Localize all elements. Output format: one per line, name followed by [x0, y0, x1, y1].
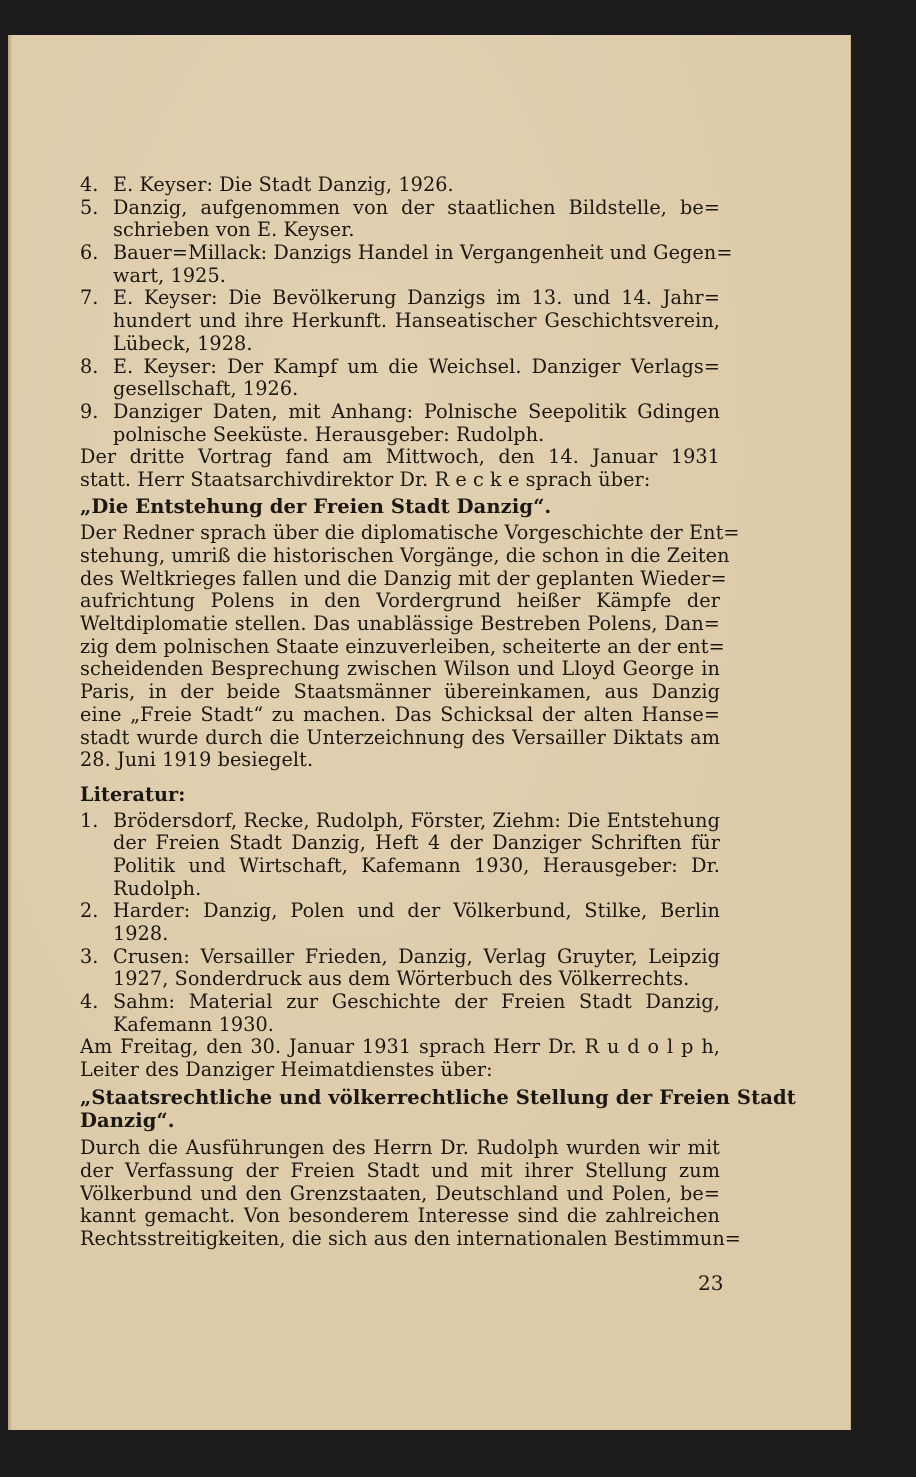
list-line: schrieben von E. Keyser.	[113, 218, 355, 242]
list-item	[80, 174, 720, 197]
list-item	[80, 241, 733, 287]
list-line: Kafemann 1930.	[113, 1012, 275, 1036]
lecture-intro-1	[80, 446, 720, 491]
list-number: 6.	[80, 241, 99, 265]
lecture-summary-1	[80, 521, 740, 772]
list-line: Danzig, aufgenommen von der staatlichen Bildstelle, be=	[113, 195, 720, 219]
heading-line: Danzig“.	[80, 1108, 175, 1132]
list-item	[80, 197, 720, 242]
list-number: 2.	[80, 899, 99, 923]
list-line: Rudolph.	[113, 876, 202, 900]
list-line: Harder: Danzig, Polen und der Völkerbund, Stilke, Berlin	[113, 899, 720, 923]
text-line: zig dem polnischen Staate einzuverleiben, scheiterte an der ent=	[80, 634, 725, 658]
list-number: 7.	[80, 286, 99, 310]
list-number: 4.	[80, 990, 99, 1014]
page-number: 23	[698, 1271, 724, 1295]
text-line: der Verfassung der Freien Stadt und mit ihrer Stellung zum	[80, 1158, 720, 1182]
list-line: Danziger Daten, mit Anhang: Polnische Seepolitik Gdingen	[113, 399, 720, 423]
text-line: Völkerbund und den Grenzstaaten, Deutschland und Polen, be=	[80, 1181, 720, 1205]
list-number: 5.	[80, 195, 99, 219]
list-line: Crusen: Versailler Frieden, Danzig, Verlag Gruyter, Leipzig	[113, 944, 720, 968]
list-item	[80, 356, 720, 401]
lecture-title-2	[80, 1085, 796, 1132]
list-item	[80, 287, 720, 355]
list-line: polnische Seeküste. Herausgeber: Rudolph.	[113, 422, 545, 446]
literature-heading: Literatur:	[80, 782, 186, 806]
text-line: Am Freitag, den 30. Januar 1931 sprach Herr Dr. R u d o l p h,	[80, 1035, 720, 1059]
list-line: E. Keyser: Die Bevölkerung Danzigs im 13. und 14. Jahr=	[113, 286, 720, 310]
heading-line: „Staatsrechtliche und völkerrechtliche Stellung der Freien Stadt	[80, 1085, 796, 1109]
reference-list-continued	[80, 173, 733, 446]
list-number: 4.	[80, 173, 99, 196]
list-number: 1.	[80, 808, 99, 832]
list-line: E. Keyser: Der Kampf um die Weichsel. Danziger Verlags=	[113, 354, 720, 378]
list-number: 3.	[80, 944, 99, 968]
text-line: aufrichtung Polens in den Vordergrund heißer Kämpfe der	[80, 589, 720, 613]
text-line: Paris, in der beide Staatsmänner übereinkamen, aus Danzig	[80, 680, 720, 704]
list-item	[80, 401, 720, 446]
list-item	[80, 946, 720, 991]
list-line: Brödersdorf, Recke, Rudolph, Förster, Ziehm: Die Entstehung	[113, 808, 720, 832]
list-line: 1927, Sonderdruck aus dem Wörterbuch des Völkerrechts.	[113, 967, 690, 991]
text-line: 28. Juni 1919 besiegelt.	[80, 748, 314, 772]
page-binding-edge	[8, 35, 12, 1430]
list-line: 1928.	[113, 922, 169, 945]
literature-list	[80, 810, 720, 1037]
text-line: scheidenden Besprechung zwischen Wilson und Lloyd George in	[80, 657, 720, 681]
page-text	[80, 173, 796, 1251]
list-line: wart, 1925.	[113, 263, 226, 287]
text-line: statt. Herr Staatsarchivdirektor Dr. R e c k e sprach über:	[80, 467, 651, 491]
list-line: Lübeck, 1928.	[113, 331, 253, 355]
list-item	[80, 810, 720, 901]
text-line: Durch die Ausführungen des Herrn Dr. Rudolph wurden wir mit	[80, 1136, 720, 1160]
lecture-intro-2	[80, 1036, 720, 1081]
list-item	[80, 991, 720, 1036]
list-line: gesellschaft, 1926.	[113, 377, 299, 401]
list-line: Sahm: Material zur Geschichte der Freien Stadt Danzig,	[113, 990, 720, 1014]
list-line: E. Keyser: Die Stadt Danzig, 1926.	[113, 173, 454, 196]
text-line: eine „Freie Stadt“ zu machen. Das Schicksal der alten Hanse=	[80, 702, 720, 726]
list-line: Bauer=Millack: Danzigs Handel in Vergangenheit und Gegen=	[113, 241, 733, 265]
text-line: kannt gemacht. Von besonderem Interesse sind die zahlreichen	[80, 1204, 720, 1228]
text-line: Rechtsstreitigkeiten, die sich aus den internationalen Bestimmun=	[80, 1226, 741, 1250]
list-number: 8.	[80, 354, 99, 378]
list-line: der Freien Stadt Danzig, Heft 4 der Danziger Schriften für	[113, 831, 720, 855]
text-line: Der dritte Vortrag fand am Mittwoch, den 14. Januar 1931	[80, 445, 720, 469]
lecture-title-1: „Die Entstehung der Freien Stadt Danzig“.	[80, 494, 552, 518]
list-line: Politik und Wirtschaft, Kafemann 1930, Herausgeber: Dr.	[113, 853, 720, 877]
text-line: stadt wurde durch die Unterzeichnung des Versailler Diktats am	[80, 725, 720, 749]
text-line: Der Redner sprach über die diplomatische Vorgeschichte der Ent=	[80, 521, 740, 545]
list-item	[80, 900, 720, 945]
list-line: hundert und ihre Herkunft. Hanseatischer Geschichtsverein,	[113, 309, 720, 333]
text-line: Leiter des Danziger Heimatdienstes über:	[80, 1058, 493, 1082]
text-line: stehung, umriß die historischen Vorgänge, die schon in die Zeiten	[80, 544, 730, 567]
text-line: des Weltkrieges fallen und die Danzig mit der geplanten Wieder=	[80, 566, 727, 590]
lecture-summary-2	[80, 1136, 741, 1250]
text-line: Weltdiplomatie stellen. Das unablässige Bestreben Polens, Dan=	[80, 612, 720, 636]
list-number: 9.	[80, 399, 99, 423]
